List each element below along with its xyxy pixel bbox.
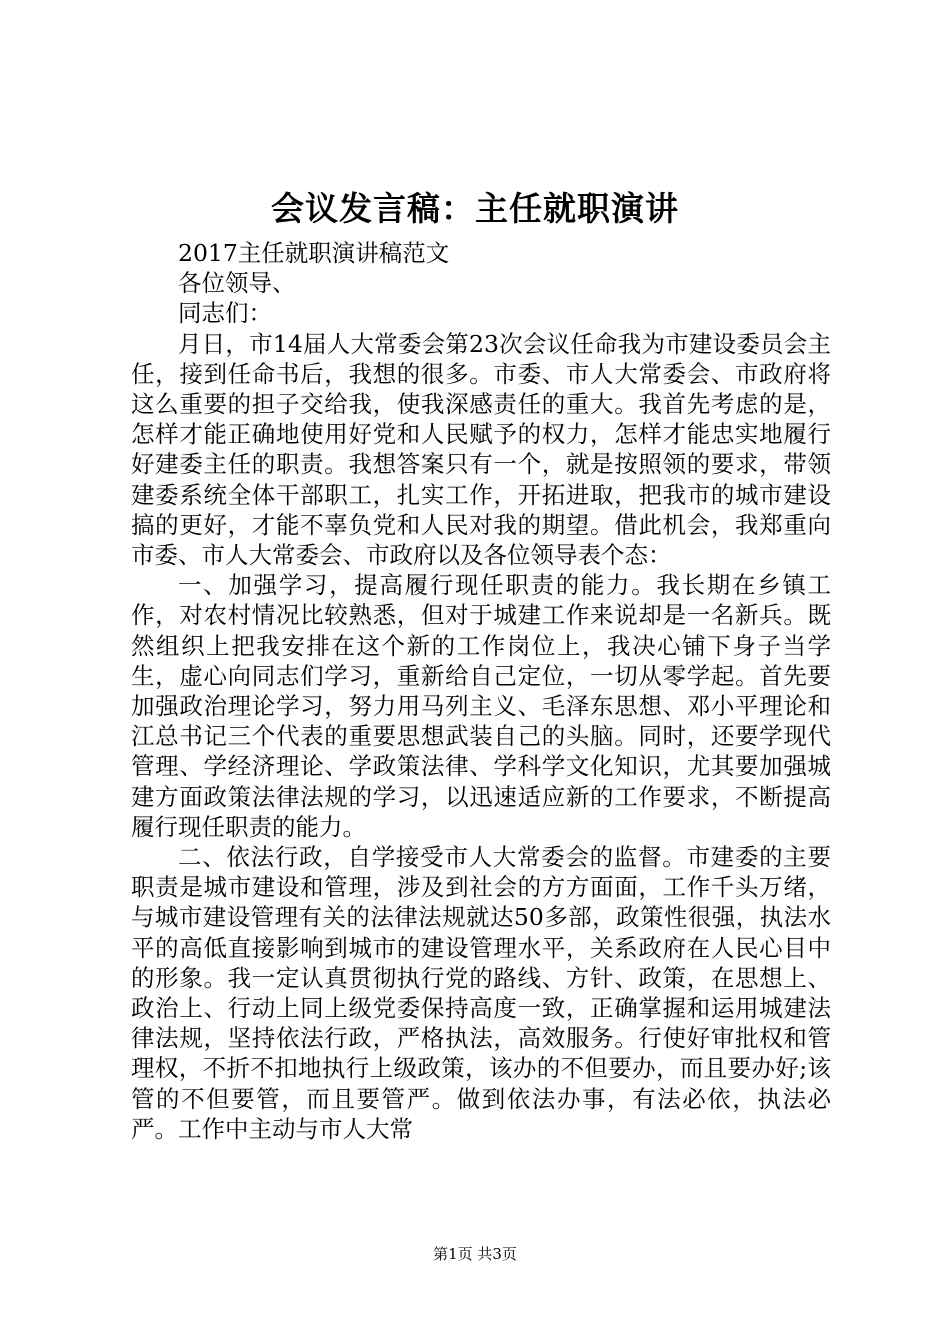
subtitle: 2017主任就职演讲稿范文 (178, 239, 450, 267)
body-paragraph: 一、加强学习，提高履行现任职责的能力。我长期在乡镇工作，对农村情况比较熟悉，但对于城建工作来说却是一名新兵。既然组织上把我安排在这个新的工作岗位上，我决心铺下身子当学生，虚心向同志们学习，重新给自己定位，一切从零学起。首先要加强政治理论学习，努力用马列主义、毛泽东思想、邓小平理论和江总书记三个代表的重要思想武装自己的头脑。同时，还要学现代管理、学经济理论、学政策法律、学科学文化知识，尤其要加强城建方面政策法律法规的学习，以迅速适应新的工作要求，不断提高履行现任职责的能力。 (131, 571, 831, 841)
document-body (131, 238, 831, 1144)
salutation-line-1: 各位领导、 (178, 269, 296, 298)
salutation-line-2: 同志们： (178, 299, 272, 328)
body-paragraph: 月日，市14届人大常委会第23次会议任命我为市建设委员会主任，接到任命书后，我想的很多。市委、市人大常委会、市政府将这么重要的担子交给我，使我深感责任的重大。我首先考虑的是，怎样才能正确地使用好党和人民赋予的权力，怎样才能忠实地履行好建委主任的职责。我想答案只有一个，就是按照领的要求，带领建委系统全体干部职工，扎实工作，开拓进取，把我市的城市建设搞的更好，才能不辜负党和人民对我的期望。借此机会，我郑重向市委、市人大常委会、市政府以及各位领导表个态： (131, 329, 831, 570)
page-title: 会议发言稿：主任就职演讲 (271, 189, 679, 228)
body-paragraph: 二、依法行政，自学接受市人大常委会的监督。市建委的主要职责是城市建设和管理，涉及到社会的方方面面，工作千头万绪，与城市建设管理有关的法律法规就达50多部，政策性很强，执法水平的高低直接影响到城市的建设管理水平，关系政府在人民心目中的形象。我一定认真贯彻执行党的路线、方针、政策，在思想上、政治上、行动上同上级党委保持高度一致，正确掌握和运用城建法律法规，坚持依法行政，严格执法，高效服务。行使好审批权和管理权，不折不扣地执行上级政策，该办的不但要办，而且要办好;该管的不但要管，而且要管严。做到依法办事，有法必依，执法必严。工作中主动与市人大常 (131, 843, 831, 1143)
page-number-footer: 第1页 共3页 (433, 1245, 517, 1263)
